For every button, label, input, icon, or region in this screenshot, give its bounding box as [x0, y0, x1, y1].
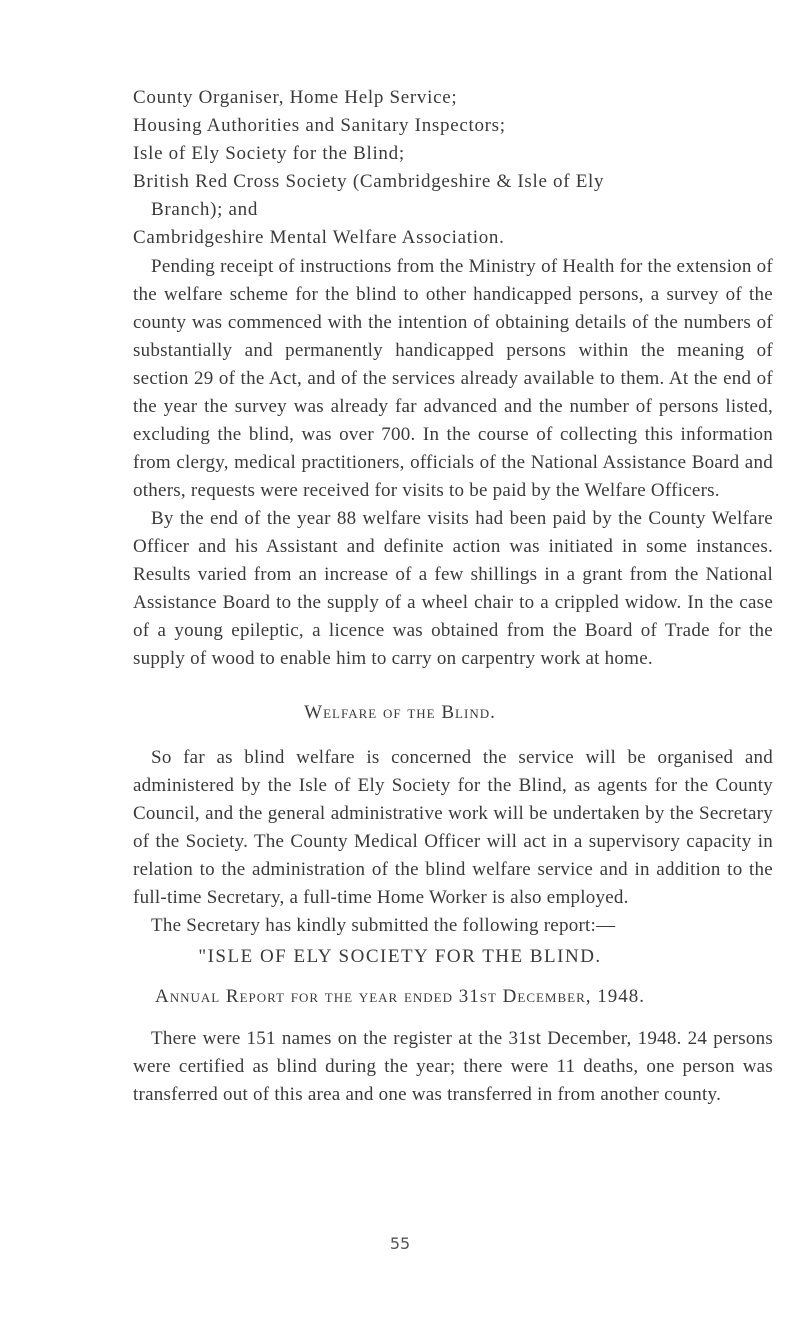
paragraph-register: There were 151 names on the register at the 31st December, 1948. 24 persons were certified as blind during the year; there were 11 deaths, one person was transferred out of this area and one was transferred in from another county. [133, 1028, 773, 1105]
report-subtitle: Annual Report for the year ended 31st December, 1948. [154, 986, 646, 1007]
body-section-register [133, 1025, 773, 1109]
body-section-blind [133, 744, 773, 940]
list-item: British Red Cross Society (Cambridgeshire & Isle of Ely [133, 171, 605, 192]
report-title: "ISLE OF ELY SOCIETY FOR THE BLIND. [198, 946, 602, 967]
page-number: 55 [389, 1234, 411, 1253]
list-item: Isle of Ely Society for the Blind; [133, 143, 405, 164]
body-section-survey [133, 253, 773, 673]
list-item: Cambridgeshire Mental Welfare Association. [133, 227, 505, 248]
list-item: County Organiser, Home Help Service; [133, 87, 458, 108]
section-heading: Welfare of the Blind. [304, 702, 496, 723]
organisation-list [133, 84, 773, 252]
paragraph-blind-service: So far as blind welfare is concerned the service will be organised and administered by the Isle of Ely Society for the Blind, as agents for the County Council, and the general administrative work will be undertaken by the Secretary of the Society. The County Medical Officer will act in a supervisory capacity in relation to the administration of the blind welfare service and in addition to the full-time Secretary, a full-time Home Worker is also employed. [133, 747, 773, 908]
paragraph-survey: Pending receipt of instructions from the Ministry of Health for the extension of the welfare scheme for the blind to other handicapped persons, a survey of the county was commenced with the intention of obtaining details of the numbers of substantially and permanently handicapped persons within the meaning of section 29 of the Act, and of the services already available to them. At the end of the year the survey was already far advanced and the number of persons listed, excluding the blind, was over 700. In the course of collecting this information from clergy, medical practitioners, officials of the National Assistance Board and others, requests were received for visits to be paid by the Welfare Officers. [133, 256, 773, 501]
list-item-continuation: Branch); and [151, 199, 259, 220]
paragraph-visits: By the end of the year 88 welfare visits had been paid by the County Welfare Officer and his Assistant and definite action was initiated in some instances. Results varied from an increase of a few shillings in a grant from the National Assistance Board to the supply of a wheel chair to a crippled widow. In the case of a young epileptic, a licence was obtained from the Board of Trade for the supply of wood to enable him to carry on carpentry work at home. [133, 508, 773, 669]
list-item: Housing Authorities and Sanitary Inspectors; [133, 115, 506, 136]
paragraph-report-intro: The Secretary has kindly submitted the following report:— [151, 915, 616, 936]
